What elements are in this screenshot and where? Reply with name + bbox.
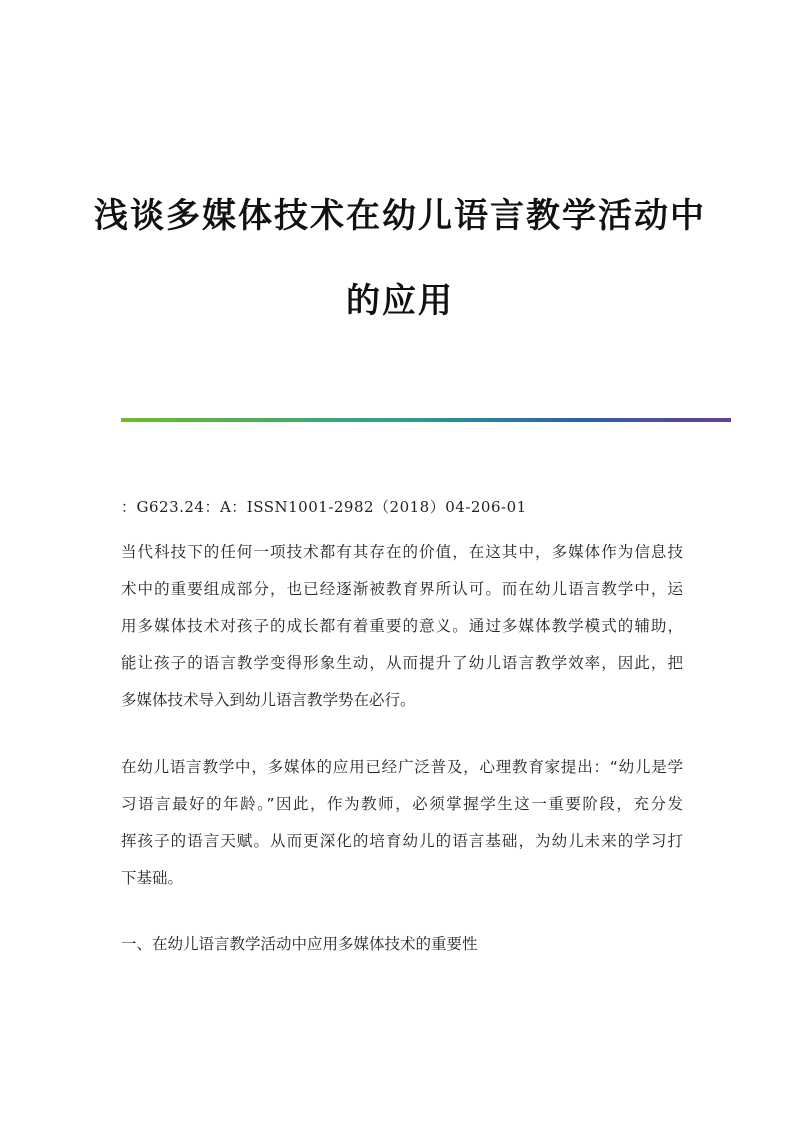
classification-meta: ：G623.24：A：ISSN1001-2982（2018）04-206-01 xyxy=(121,498,527,516)
paragraph-line: 能让孩子的语言教学变得形象生动，从而提升了幼儿语言教学效率，因此，把 xyxy=(121,654,683,672)
body-paragraph-2 xyxy=(121,749,683,897)
paragraph-line: 当代科技下的任何一项技术都有其存在的价值，在这其中，多媒体作为信息技 xyxy=(121,543,683,561)
section-heading: 一、在幼儿语言教学活动中应用多媒体技术的重要性 xyxy=(121,935,478,953)
paragraph-line: 下基础。 xyxy=(121,869,184,887)
paragraph-line: 在幼儿语言教学中，多媒体的应用已经广泛普及，心理教育家提出：“幼儿是学 xyxy=(121,758,683,776)
paragraph-line: 多媒体技术导入到幼儿语言教学势在必行。 xyxy=(121,691,416,709)
document-title-line-1: 浅谈多媒体技术在幼儿语言教学活动中 xyxy=(94,196,706,236)
body-paragraph-1 xyxy=(121,534,683,719)
gradient-divider xyxy=(121,418,731,422)
paragraph-line: 用多媒体技术对孩子的成长都有着重要的意义。通过多媒体教学模式的辅助， xyxy=(121,617,683,635)
paragraph-line: 挥孩子的语言天赋。从而更深化的培育幼儿的语言基础，为幼儿未来的学习打 xyxy=(121,832,683,850)
paragraph-line: 习语言最好的年龄。”因此，作为教师，必须掌握学生这一重要阶段，充分发 xyxy=(121,795,683,813)
paragraph-line: 术中的重要组成部分，也已经逐渐被教育界所认可。而在幼儿语言教学中，运 xyxy=(121,580,683,598)
document-title-line-2: 的应用 xyxy=(346,281,454,321)
